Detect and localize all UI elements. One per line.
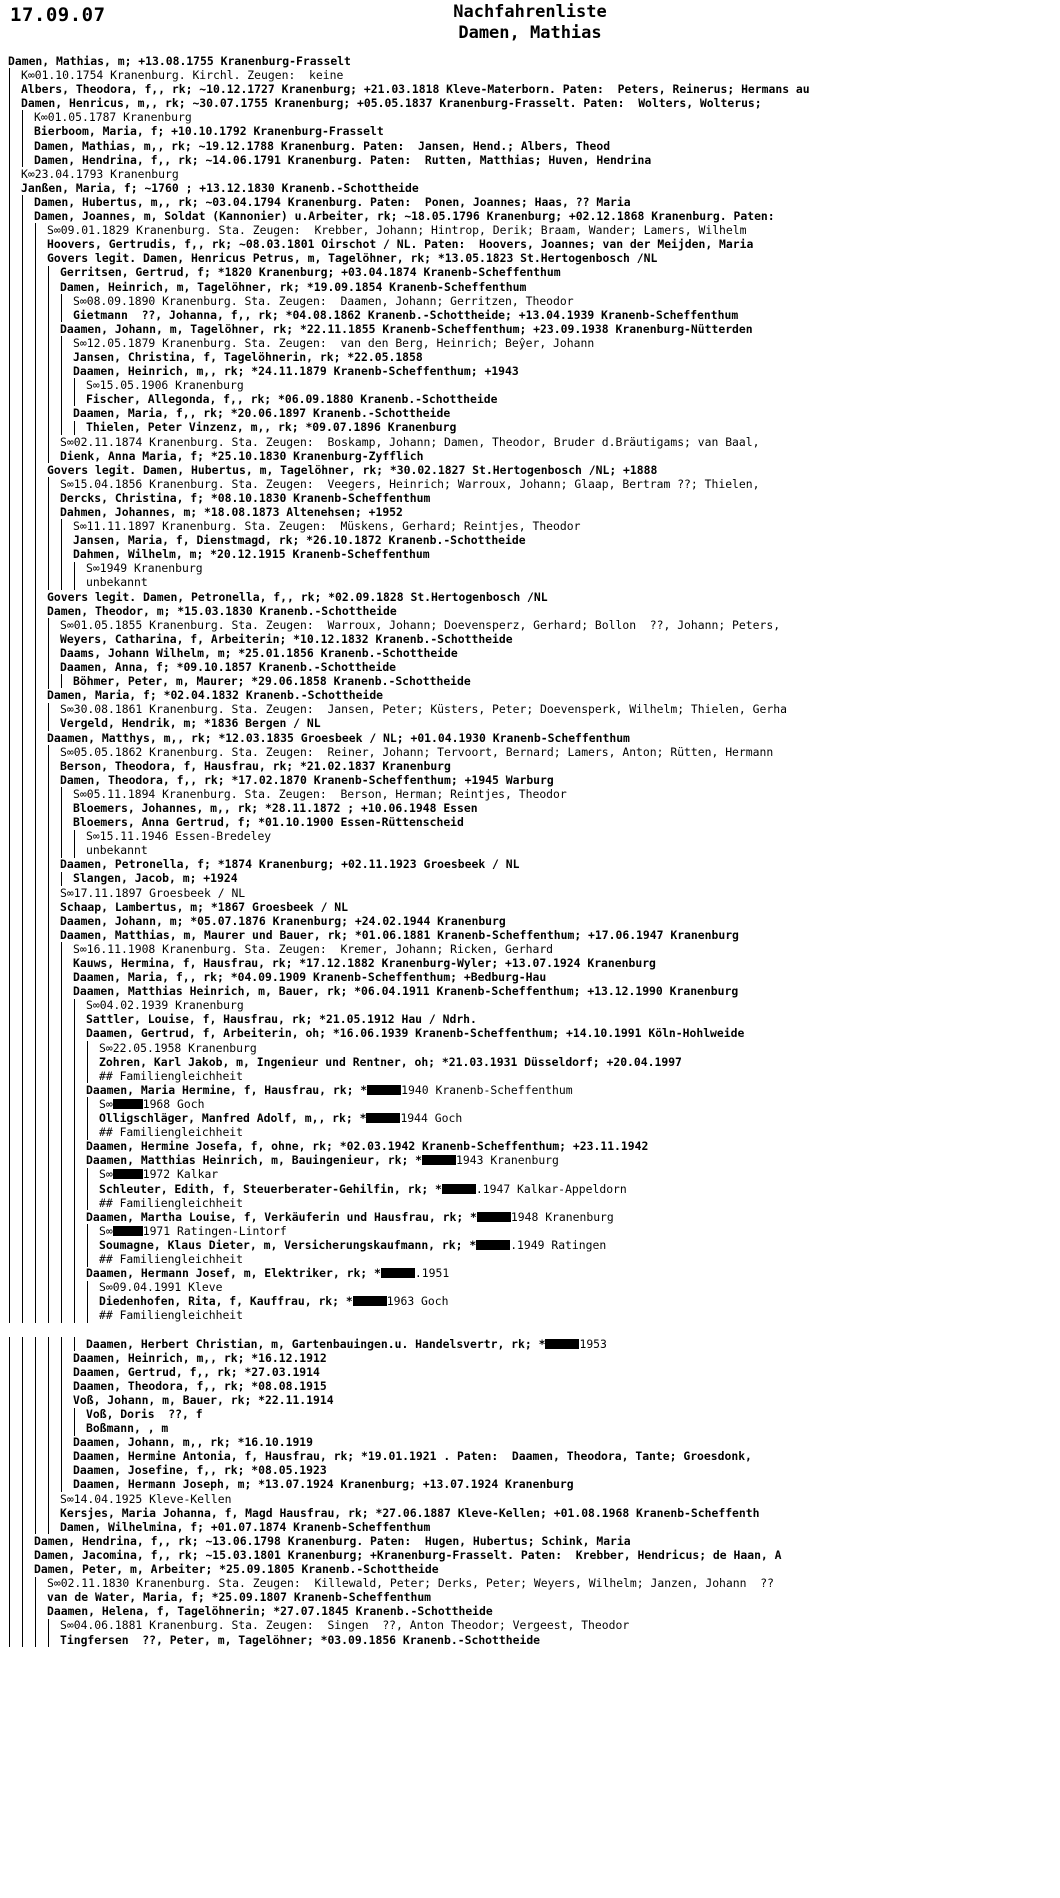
redaction-bar [366, 1113, 400, 1123]
person-name-text: Daamen, Hermine Josefa, f, ohne, rk; *02.03.1942 Kranenb-Scheffenthum; +23.11.1942 [86, 1139, 649, 1154]
person-name-text: Gerritsen, Gertrud, f; *1820 Kranenburg; +03.04.1874 Kranenb-Scheffenthum [60, 265, 561, 280]
person-name-text: Bloemers, Johannes, m,, rk; *28.11.1872 ; +10.06.1948 Essen [73, 800, 478, 815]
person-entry [8, 1618, 1060, 1632]
person-entry [8, 1196, 1060, 1210]
person-entry [8, 1322, 1060, 1336]
person-name-text: Voß, Doris ??, f [86, 1407, 203, 1421]
entry-detail-text: S∞14.04.1925 Kleve-Kellen [60, 1491, 232, 1506]
person-entry [8, 1111, 1060, 1125]
person-entry [8, 477, 1060, 491]
entry-detail-text: S∞09.01.1829 Kranenburg. Sta. Zeugen: Krebber, Johann; Hintrop, Derik; Braam, Wander; Lamers, Wilhelm [47, 223, 747, 238]
entry-detail-text: 1948 Kranenburg [510, 1209, 614, 1224]
person-entry [8, 195, 1060, 209]
person-entry [8, 646, 1060, 660]
person-entry [8, 914, 1060, 928]
person-entry [8, 618, 1060, 632]
entry-detail-text: S∞08.09.1890 Kranenburg. Sta. Zeugen: Daamen, Johann; Gerritzen, Theodor [73, 293, 574, 308]
person-entry [8, 378, 1060, 392]
person-entry [8, 1463, 1060, 1477]
person-entry [8, 350, 1060, 364]
person-name-text: Daamen, Matthias Heinrich, m, Bauer, rk; *06.04.1911 Kranenb-Scheffenthum; +13.12.1990 Kranenburg [73, 984, 739, 999]
person-entry [8, 139, 1060, 153]
person-name-text: Damen, Theodora, f,, rk; *17.02.1870 Kranenb-Scheffenthum; +1945 Warburg [60, 772, 554, 787]
entry-detail-text: S∞ 1972 Kalkar [99, 1167, 219, 1182]
entry-detail-text: ## Familiengleichheit [99, 1308, 244, 1323]
header-date: 17.09.07 [10, 4, 106, 26]
person-entry [8, 280, 1060, 294]
redaction-bar [545, 1339, 579, 1349]
person-entry [8, 801, 1060, 815]
person-name-text: Daamen, Hermann Josef, m, Elektriker, rk; * [86, 1266, 381, 1281]
person-name-text: Dahmen, Wilhelm, m; *20.12.1915 Kranenb-Scheffenthum [73, 547, 430, 562]
entry-detail-text: S∞15.04.1856 Kranenburg. Sta. Zeugen: Veegers, Heinrich; Warroux, Johann; Glaap, Bertram ??; Thielen, [60, 476, 760, 491]
entry-detail-text: K∞01.10.1754 Kranenburg. Kirchl. Zeugen: keine [21, 68, 344, 83]
entry-detail-text: unbekannt [86, 843, 148, 858]
person-entry [8, 1252, 1060, 1266]
person-name-text: van de Water, Maria, f; *25.09.1807 Kranenb-Scheffenthum [47, 1590, 432, 1605]
person-entry [8, 1167, 1060, 1181]
person-entry [8, 956, 1060, 970]
person-name-text: Diedenhofen, Rita, f, Kauffrau, rk; * [99, 1294, 353, 1309]
entry-detail-text: S∞04.06.1881 Kranenburg. Sta. Zeugen: Singen ??, Anton Theodor; Vergeest, Theodor [60, 1618, 630, 1633]
entry-detail-text: ## Familiengleichheit [99, 1125, 244, 1140]
person-name-text: Dahmen, Johannes, m; *18.08.1873 Altenehsen; +1952 [60, 505, 403, 519]
entry-detail-text: ## Familiengleichheit [99, 1068, 244, 1083]
person-name-text: Daamen, Hermann Joseph, m; *13.07.1924 Kranenburg; +13.07.1924 Kranenburg [73, 1477, 574, 1492]
person-entry [8, 843, 1060, 857]
person-name-text: Kersjes, Maria Johanna, f, Magd Hausfrau, rk; *27.06.1887 Kleve-Kellen; +01.08.1968 Kranenb-Scheffenth [60, 1505, 760, 1520]
person-name-text: Govers legit. Damen, Hubertus, m, Tagelöhner, rk; *30.02.1827 St.Hertogenbosch /NL; +1888 [47, 462, 658, 477]
person-entry [8, 1633, 1060, 1647]
person-entry [8, 435, 1060, 449]
person-name-text: Damen, Peter, m, Arbeiter; *25.09.1805 Kranenb.-Schottheide [34, 1562, 439, 1577]
person-entry [8, 829, 1060, 843]
person-entry [8, 998, 1060, 1012]
person-name-text: Daamen, Hermine Antonia, f, Hausfrau, rk; *19.01.1921 . Paten: Daamen, Theodora, Tante; Groesdonk, [73, 1449, 752, 1464]
person-entry [8, 1590, 1060, 1604]
entry-detail-text: S∞16.11.1908 Kranenburg. Sta. Zeugen: Kremer, Johann; Ricken, Gerhard [73, 941, 554, 956]
person-name-text: Vergeld, Hendrik, m; *1836 Bergen / NL [60, 716, 321, 731]
person-entry [8, 984, 1060, 998]
person-entry [8, 336, 1060, 350]
person-entry [8, 237, 1060, 251]
person-name-text: Slangen, Jacob, m; +1924 [73, 871, 238, 886]
person-name-text: Daamen, Herbert Christian, m, Gartenbauingen.u. Handelsvertr, rk; * [86, 1336, 546, 1351]
person-entry [8, 181, 1060, 195]
person-entry [8, 265, 1060, 279]
person-entry [8, 660, 1060, 674]
person-name-text: Schleuter, Edith, f, Steuerberater-Gehilfin, rk; * [99, 1181, 442, 1196]
person-name-text: Govers legit. Damen, Petronella, f,, rk; *02.09.1828 St.Hertogenbosch /NL [47, 589, 548, 604]
person-entry [8, 1576, 1060, 1590]
person-entry [8, 1153, 1060, 1167]
person-entry [8, 561, 1060, 575]
person-entry [8, 1421, 1060, 1435]
entry-detail-text: unbekannt [86, 575, 148, 590]
person-name-text: Olligschläger, Manfred Adolf, m,, rk; * [99, 1111, 367, 1126]
person-entry [8, 1280, 1060, 1294]
person-name-text: Gietmann ??, Johanna, f,, rk; *04.08.1862 Kranenb.-Schottheide; +13.04.1939 Kranenb-Scheffenthum [73, 307, 739, 322]
person-name-text: Böhmer, Peter, m, Maurer; *29.06.1858 Kranenb.-Schottheide [73, 674, 471, 689]
person-name-text: Dercks, Christina, f; *08.10.1830 Kranenb-Scheffenthum [60, 490, 431, 505]
entry-detail-text: S∞15.11.1946 Essen-Bredeley [86, 829, 272, 844]
person-name-text: Daamen, Anna, f; *09.10.1857 Kranenb.-Schottheide [60, 660, 397, 675]
person-name-text: Berson, Theodora, f, Hausfrau, rk; *21.02.1837 Kranenburg [60, 758, 451, 773]
person-name-text: Damen, Hubertus, m,, rk; ~03.04.1794 Kranenburg. Paten: Ponen, Joannes; Haas, ?? Maria [34, 194, 631, 209]
person-entry [8, 1055, 1060, 1069]
person-entry [8, 1182, 1060, 1196]
person-entry [8, 604, 1060, 618]
person-entry [8, 209, 1060, 223]
descendant-list [0, 54, 1060, 1647]
person-name-text: Daamen, Johann, m,, rk; *16.10.1919 [73, 1435, 314, 1450]
person-entry [8, 491, 1060, 505]
person-name-text: Sattler, Louise, f, Hausfrau, rk; *21.05.1912 Hau / Ndrh. [86, 1012, 477, 1027]
person-entry [8, 759, 1060, 773]
person-name-text: Damen, Maria, f; *02.04.1832 Kranenb.-Schottheide [47, 688, 384, 703]
person-name-text: Damen, Joannes, m, Soldat (Kannonier) u.Arbeiter, rk; ~18.05.1796 Kranenburg; +02.12.1868 Kranenburg. Paten: [34, 209, 775, 224]
entry-detail-text: S∞ 1968 Goch [99, 1096, 205, 1111]
person-entry [8, 1308, 1060, 1322]
person-name-text: Hoovers, Gertrudis, f,, rk; ~08.03.1801 Oirschot / NL. Paten: Hoovers, Joannes; van der Meijden, Maria [47, 237, 754, 252]
redaction-bar [113, 1169, 143, 1179]
person-entry [8, 1069, 1060, 1083]
person-name-text: Daamen, Matthias, m, Maurer und Bauer, rk; *01.06.1881 Kranenb-Scheffenthum; +17.06.1947 Kranenburg [60, 927, 739, 942]
person-entry [8, 68, 1060, 82]
person-name-text: Daamen, Maria, f,, rk; *04.09.1909 Kranenb-Scheffenthum; +Bedburg-Hau [73, 970, 547, 985]
person-entry [8, 928, 1060, 942]
person-entry [8, 871, 1060, 885]
person-entry [8, 1097, 1060, 1111]
person-entry [8, 886, 1060, 900]
person-entry [8, 942, 1060, 956]
person-entry [8, 294, 1060, 308]
page-header [0, 0, 1060, 46]
redaction-bar [442, 1184, 476, 1194]
person-entry [8, 716, 1060, 730]
person-name-text: Daams, Johann Wilhelm, m; *25.01.1856 Kranenb.-Schottheide [60, 645, 458, 660]
person-entry [8, 1379, 1060, 1393]
redaction-bar [353, 1296, 387, 1306]
person-entry [8, 364, 1060, 378]
person-name-text: Damen, Hendrina, f,, rk; ~14.06.1791 Kranenburg. Paten: Rutten, Matthias; Huven, Hendrina [34, 152, 652, 167]
person-entry [8, 688, 1060, 702]
person-name-text: Daamen, Matthias Heinrich, m, Bauingenieur, rk; * [86, 1153, 423, 1168]
entry-detail-text: S∞12.05.1879 Kranenburg. Sta. Zeugen: van den Berg, Heinrich; Beŷer, Johann [73, 335, 595, 350]
person-name-text: Damen, Jacomina, f,, rk; ~15.03.1801 Kranenburg; +Kranenburg-Frasselt. Paten: Krebber, Hendricus; de Haan, A [34, 1547, 782, 1562]
person-name-text: Govers legit. Damen, Henricus Petrus, m, Tagelöhner, rk; *13.05.1823 St.Hertogenbosch /NL [47, 251, 658, 266]
person-name-text: Daamen, Heinrich, m,, rk; *16.12.1912 [73, 1350, 327, 1365]
person-name-text: Jansen, Christina, f, Tagelöhnerin, rk; *22.05.1858 [73, 349, 423, 364]
entry-detail-text: 1943 Kranenburg [456, 1153, 559, 1168]
person-entry [8, 1041, 1060, 1055]
person-entry [8, 1393, 1060, 1407]
person-name-text: Dienk, Anna Maria, f; *25.10.1830 Kranenburg-Zyfflich [60, 448, 424, 463]
person-entry [8, 392, 1060, 406]
person-entry [8, 970, 1060, 984]
entry-detail-text: S∞15.05.1906 Kranenburg [86, 378, 244, 393]
person-entry [8, 1407, 1060, 1421]
person-entry [8, 787, 1060, 801]
person-entry [8, 857, 1060, 871]
entry-detail-text: S∞17.11.1897 Groesbeek / NL [60, 885, 246, 900]
entry-detail-text: 1944 Goch [400, 1111, 463, 1126]
person-entry [8, 533, 1060, 547]
entry-detail-text: S∞09.04.1991 Kleve [99, 1280, 223, 1295]
person-entry [8, 463, 1060, 477]
person-entry [8, 167, 1060, 181]
person-entry [8, 308, 1060, 322]
person-entry [8, 505, 1060, 519]
entry-detail-text: .1947 Kalkar-Appeldorn [475, 1181, 627, 1196]
person-entry [8, 1294, 1060, 1308]
entry-detail-text: K∞01.05.1787 Kranenburg [34, 110, 192, 125]
title-line-2: Damen, Mathias [458, 23, 602, 43]
person-name-text: Weyers, Catharina, f, Arbeiterin; *10.12.1832 Kranenb.-Schottheide [60, 631, 513, 646]
person-name-text: Damen, Hendrina, f,, rk; ~13.06.1798 Kranenburg. Paten: Hugen, Hubertus; Schink, Maria [34, 1533, 631, 1548]
person-entry [8, 251, 1060, 265]
person-entry [8, 1337, 1060, 1351]
person-entry [8, 1492, 1060, 1506]
person-name-text: Boßmann, , m [86, 1421, 169, 1436]
person-entry [8, 773, 1060, 787]
redaction-bar [113, 1226, 143, 1236]
person-name-text: Damen, Mathias, m; +13.08.1755 Kranenburg-Frasselt [8, 54, 351, 68]
person-name-text: Daamen, Theodora, f,, rk; *08.08.1915 [73, 1378, 327, 1393]
person-name-text: Kauws, Hermina, f, Hausfrau, rk; *17.12.1882 Kranenburg-Wyler; +13.07.1924 Kranenburg [73, 956, 656, 970]
person-name-text: Daamen, Maria Hermine, f, Hausfrau, rk; * [86, 1082, 368, 1097]
entry-detail-text: K∞23.04.1793 Kranenburg [21, 166, 179, 181]
person-name-text: Bierboom, Maria, f; +10.10.1792 Kranenburg-Frasselt [34, 124, 384, 139]
entry-detail-text: 1940 Kranenb-Scheffenthum [401, 1082, 573, 1097]
person-entry [8, 1139, 1060, 1153]
person-name-text: Daamen, Maria, f,, rk; *20.06.1897 Kranenb.-Schottheide [73, 406, 451, 421]
person-name-text: Damen, Heinrich, m, Tagelöhner, rk; *19.09.1854 Kranenb-Scheffenthum [60, 279, 527, 294]
person-entry [8, 449, 1060, 463]
person-entry [8, 1266, 1060, 1280]
person-entry [8, 745, 1060, 759]
entry-detail-text: S∞05.05.1862 Kranenburg. Sta. Zeugen: Reiner, Johann; Tervoort, Bernard; Lamers, Anton; Rütten, Hermann [60, 744, 774, 759]
person-name-text: Daamen, Josefine, f,, rk; *08.05.1923 [73, 1463, 327, 1478]
person-entry [8, 1210, 1060, 1224]
person-entry [8, 519, 1060, 533]
entry-detail-text: S∞11.11.1897 Kranenburg. Sta. Zeugen: Müskens, Gerhard; Reintjes, Theodor [73, 519, 581, 534]
person-entry [8, 590, 1060, 604]
entry-detail-text: S∞ 1971 Ratingen-Lintorf [99, 1223, 287, 1238]
person-name-text: Zohren, Karl Jakob, m, Ingenieur und Rentner, oh; *21.03.1931 Düsseldorf; +20.04.1997 [99, 1054, 682, 1069]
person-name-text: Soumagne, Klaus Dieter, m, Versicherungskaufmann, rk; * [99, 1237, 477, 1252]
person-entry [8, 1449, 1060, 1463]
person-entry [8, 1435, 1060, 1449]
person-entry [8, 1562, 1060, 1576]
person-entry [8, 674, 1060, 688]
person-name-text: Daamen, Martha Louise, f, Verkäuferin und Hausfrau, rk; * [86, 1209, 477, 1224]
entry-detail-text: S∞01.05.1855 Kranenburg. Sta. Zeugen: Warroux, Johann; Doevensperz, Gerhard; Bollon ??, Johann; Peters, [60, 617, 781, 632]
person-name-text: Damen, Henricus, m,, rk; ~30.07.1755 Kranenburg; +05.05.1837 Kranenburg-Frasselt. Paten: Wolters, Wolterus; [21, 96, 762, 111]
person-entry [8, 1477, 1060, 1491]
person-entry [8, 1506, 1060, 1520]
entry-detail-text: S∞02.11.1874 Kranenburg. Sta. Zeugen: Boskamp, Johann; Damen, Theodor, Bruder d.Bräutigams; van Baal, [60, 434, 760, 449]
person-name-text: Thielen, Peter Vinzenz, m,, rk; *09.07.1896 Kranenburg [86, 420, 457, 435]
person-name-text: Damen, Wilhelmina, f; +01.07.1874 Kranenb-Scheffenthum [60, 1519, 431, 1534]
person-name-text: Bloemers, Anna Gertrud, f; *01.10.1900 Essen-Rüttenscheid [73, 815, 464, 830]
person-entry [8, 1365, 1060, 1379]
person-entry [8, 1012, 1060, 1026]
entry-detail-text: S∞22.05.1958 Kranenburg [99, 1040, 257, 1055]
person-entry [8, 1238, 1060, 1252]
redaction-bar [476, 1240, 510, 1250]
person-entry [8, 632, 1060, 646]
person-name-text: Damen, Theodor, m; *15.03.1830 Kranenb.-Schottheide [47, 603, 397, 618]
person-entry [8, 575, 1060, 589]
person-name-text: Damen, Mathias, m,, rk; ~19.12.1788 Kranenburg. Paten: Jansen, Hend.; Albers, Theod [34, 138, 611, 153]
person-entry [8, 731, 1060, 745]
person-entry [8, 82, 1060, 96]
redaction-bar [113, 1099, 143, 1109]
person-name-text: Fischer, Allegonda, f,, rk; *06.09.1880 Kranenb.-Schottheide [86, 392, 498, 407]
entry-detail-text: S∞05.11.1894 Kranenburg. Sta. Zeugen: Berson, Herman; Reintjes, Theodor [73, 786, 567, 801]
person-entry [8, 322, 1060, 336]
person-name-text: Daamen, Petronella, f; *1874 Kranenburg; +02.11.1923 Groesbeek / NL [60, 857, 520, 872]
person-name-text: Daamen, Gertrud, f, Arbeiterin, oh; *16.06.1939 Kranenb-Scheffenthum; +14.10.1991 Köln-Hohlweide [86, 1026, 745, 1041]
redaction-bar [422, 1155, 456, 1165]
person-entry [8, 900, 1060, 914]
entry-detail-text: S∞04.02.1939 Kranenburg [86, 998, 244, 1013]
person-entry [8, 420, 1060, 434]
redaction-bar [367, 1085, 401, 1095]
person-name-text: Daamen, Helena, f, Tagelöhnerin; *27.07.1845 Kranenb.-Schottheide [47, 1604, 493, 1619]
person-name-text: Daamen, Heinrich, m,, rk; *24.11.1879 Kranenb-Scheffenthum; +1943 [73, 364, 519, 379]
person-entry [8, 1520, 1060, 1534]
person-name-text: Voß, Johann, m, Bauer, rk; *22.11.1914 [73, 1392, 334, 1407]
person-entry [8, 815, 1060, 829]
person-entry [8, 124, 1060, 138]
person-entry [8, 96, 1060, 110]
person-name-text: Tingfersen ??, Peter, m, Tagelöhner; *03.09.1856 Kranenb.-Schottheide [60, 1632, 541, 1647]
redaction-bar [477, 1212, 511, 1222]
entry-detail-text: 1963 Goch [386, 1294, 449, 1309]
entry-detail-text: S∞02.11.1830 Kranenburg. Sta. Zeugen: Killewald, Peter; Derks, Peter; Weyers, Wilhelm; Janzen, Johann ?? [47, 1576, 774, 1591]
person-name-text: Daamen, Gertrud, f,, rk; *27.03.1914 [73, 1364, 320, 1379]
entry-detail-text: S∞30.08.1861 Kranenburg. Sta. Zeugen: Jansen, Peter; Küsters, Peter; Doevensperk, Wilhelm; Thielen, Gerha [60, 702, 787, 717]
person-entry [8, 1534, 1060, 1548]
person-name-text: Jansen, Maria, f, Dienstmagd, rk; *26.10.1872 Kranenb.-Schottheide [73, 533, 526, 548]
person-name-text: Albers, Theodora, f,, rk; ~10.12.1727 Kranenburg; +21.03.1818 Kleve-Materborn. Paten: Peters, Reinerus; Hermans au [21, 82, 810, 97]
person-name-text: Daamen, Johann, m, Tagelöhner, rk; *22.11.1855 Kranenb-Scheffenthum; +23.09.1938 Kranenburg-Nütterden [60, 321, 753, 336]
person-name-text: Schaap, Lambertus, m; *1867 Groesbeek / NL [60, 899, 349, 914]
person-entry [8, 1125, 1060, 1139]
entry-detail-text: 1953 [579, 1336, 607, 1351]
entry-detail-text: ## Familiengleichheit [99, 1251, 244, 1266]
person-name-text: Daamen, Johann, m; *05.07.1876 Kranenburg; +24.02.1944 Kranenburg [60, 913, 506, 928]
person-entry [8, 406, 1060, 420]
person-name-text: Janßen, Maria, f; ~1760 ; +13.12.1830 Kranenb.-Schottheide [21, 180, 419, 195]
person-entry [8, 1604, 1060, 1618]
person-name-text: Daamen, Matthys, m,, rk; *12.03.1835 Groesbeek / NL; +01.04.1930 Kranenb-Scheffenthum [47, 730, 630, 745]
person-entry [8, 110, 1060, 124]
entry-detail-text: .1949 Ratingen [510, 1237, 607, 1252]
person-entry [8, 1548, 1060, 1562]
entry-detail-text: .1951 [414, 1266, 450, 1281]
page-title [0, 2, 1060, 44]
person-entry [8, 1083, 1060, 1097]
redaction-bar [381, 1268, 415, 1278]
person-entry [8, 223, 1060, 237]
person-entry [8, 54, 1060, 68]
entry-detail-text: S∞1949 Kranenburg [86, 561, 203, 576]
person-entry [8, 1026, 1060, 1040]
person-entry [8, 702, 1060, 716]
page-bottom-margin [0, 1778, 1060, 1898]
person-entry [8, 1351, 1060, 1365]
title-line-1: Nachfahrenliste [453, 2, 607, 22]
person-entry [8, 547, 1060, 561]
person-entry [8, 1224, 1060, 1238]
person-entry [8, 153, 1060, 167]
entry-detail-text: ## Familiengleichheit [99, 1195, 244, 1210]
